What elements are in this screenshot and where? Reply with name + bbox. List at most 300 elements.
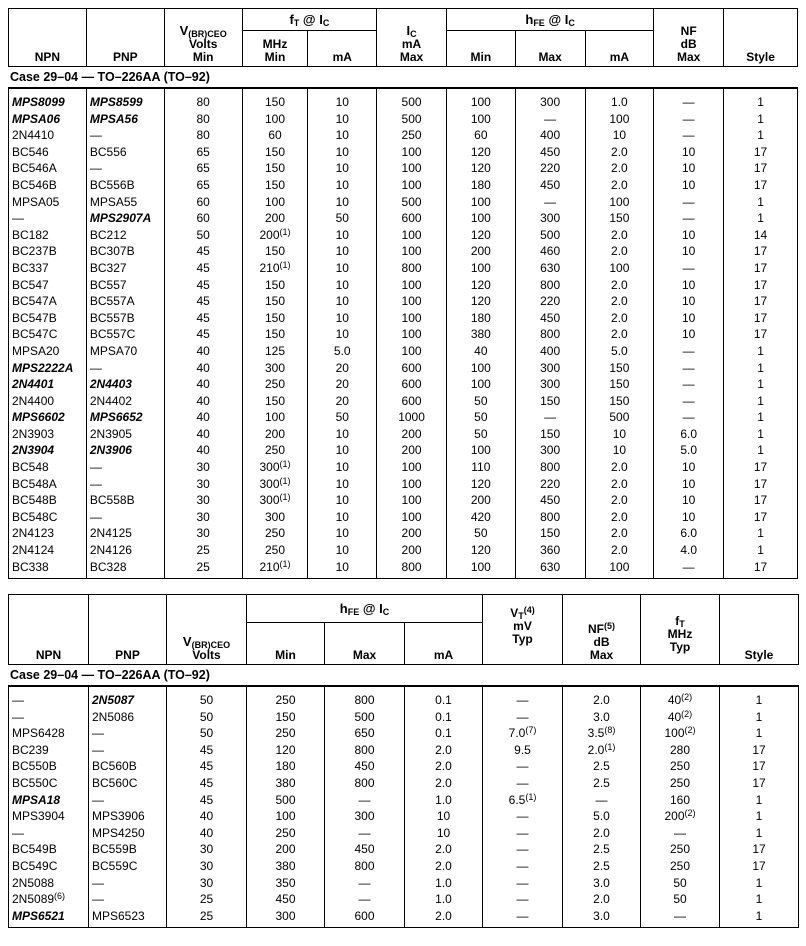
ft-ma-value: 10 [308,260,377,277]
npn-part: 2N4124 [9,542,87,559]
ft-value: 300 [242,509,308,526]
ft-ma-value: 20 [308,376,377,393]
table-row [9,808,799,825]
header-hfe-max: Max [325,623,405,665]
ft-value: 210$^{(1)}$ [242,559,308,579]
hfe-max-value: 150 [515,393,585,410]
ic-value: 100 [377,326,447,343]
style-value: 1 [724,210,798,227]
ft-value: 250 [641,758,720,775]
hfe-ma-value: 2.0 [585,542,654,559]
nf-value: — [654,88,724,111]
hfe-max-value: 150 [515,426,585,443]
style-value: 1 [724,88,798,111]
ft-ma-value: 10 [308,310,377,327]
npn-part: BC550C [9,775,89,792]
ic-value: 500 [377,111,447,128]
nf-value: 10 [654,277,724,294]
nf-value: — [654,111,724,128]
vbrceo-value: 60 [164,210,242,227]
header-pnp: PNP [89,595,167,665]
hfe-max-value: 650 [325,725,405,742]
hfe-max-value: — [325,875,405,892]
style-value: 1 [724,194,798,211]
table-row [9,442,798,459]
hfe-ma-value: 2.0 [585,243,654,260]
vbrceo-value: 30 [164,525,242,542]
hfe-min-value: 60 [446,127,515,144]
table-row [9,459,798,476]
header-vt: $V_T^{(4)}$ mV Typ [483,595,563,665]
npn-part: BC338 [9,559,87,579]
npn-part: MPSA20 [9,343,87,360]
hfe-min-value: 250 [247,686,325,709]
hfe-ma-value: 10 [405,808,483,825]
pnp-part: — [86,160,164,177]
ft-value: 250 [242,442,308,459]
ft-value: 200$^{(1)}$ [242,227,308,244]
hfe-max-value: — [325,891,405,908]
npn-part: — [9,210,87,227]
ft-value: 250 [641,858,720,875]
ft-value: 250 [242,542,308,559]
style-value: 17 [724,310,798,327]
vbrceo-value: 40 [164,343,242,360]
nf-value: 3.0 [563,875,641,892]
npn-part: MPS6521 [9,908,89,928]
hfe-min-value: 250 [247,825,325,842]
npn-part: MPS6428 [9,725,89,742]
table-row [9,111,798,128]
hfe-ma-value: 2.0 [405,841,483,858]
style-value: 17 [724,293,798,310]
table-row [9,686,799,709]
hfe-ma-value: 10 [585,127,654,144]
nf-value: 10 [654,293,724,310]
hfe-ma-value: 2.0 [585,459,654,476]
hfe-min-value: 350 [247,875,325,892]
npn-part: BC337 [9,260,87,277]
npn-part: 2N4410 [9,127,87,144]
ft-value: 150 [242,277,308,294]
nf-value: 10 [654,160,724,177]
nf-value: — [654,210,724,227]
nf-value: 10 [654,476,724,493]
table-row [9,293,798,310]
style-value: 1 [720,808,799,825]
table-1-header [9,9,798,67]
hfe-ma-value: 100 [585,559,654,579]
npn-part: BC546B [9,177,87,194]
nf-value: 10 [654,243,724,260]
hfe-min-value: 50 [446,426,515,443]
ft-value: 100 [242,111,308,128]
hfe-max-value: 220 [515,160,585,177]
vt-value: — [483,875,563,892]
table-row [9,393,798,410]
hfe-ma-value: 1.0 [585,88,654,111]
hfe-max-value: 800 [515,326,585,343]
table-row [9,360,798,377]
style-value: 1 [724,360,798,377]
header-style: Style [720,595,799,665]
pnp-part: BC560C [89,775,167,792]
style-value: 1 [724,542,798,559]
ic-value: 100 [377,509,447,526]
style-value: 17 [724,509,798,526]
vbrceo-value: 40 [164,360,242,377]
transistor-table-2 [8,594,798,928]
ft-ma-value: 10 [308,88,377,111]
npn-part: — [9,686,89,709]
vbrceo-value: 40 [164,426,242,443]
nf-value: 10 [654,509,724,526]
vbrceo-value: 25 [167,891,247,908]
ft-value: 125 [242,343,308,360]
ic-value: 600 [377,393,447,410]
hfe-max-value: 500 [515,227,585,244]
ic-value: 100 [377,293,447,310]
hfe-ma-value: 1.0 [405,891,483,908]
hfe-max-value: 300 [515,210,585,227]
hfe-ma-value: 2.0 [585,277,654,294]
hfe-ma-value: 2.0 [405,775,483,792]
table-row [9,742,799,759]
pnp-part: — [89,742,167,759]
nf-value: 2.5 [563,775,641,792]
table-row [9,725,799,742]
vbrceo-value: 50 [167,686,247,709]
hfe-ma-value: 100 [585,194,654,211]
nf-value: 3.0 [563,709,641,726]
vbrceo-value: 30 [167,858,247,875]
npn-part: MPS3904 [9,808,89,825]
hfe-min-value: 200 [247,841,325,858]
npn-part: BC546A [9,160,87,177]
ft-value: 250 [641,775,720,792]
hfe-max-value: 460 [515,243,585,260]
nf-value: — [563,792,641,809]
ic-value: 100 [377,277,447,294]
pnp-part: 2N4125 [86,525,164,542]
vbrceo-value: 45 [164,310,242,327]
hfe-min-value: 120 [446,277,515,294]
vbrceo-value: 30 [164,492,242,509]
style-value: 17 [724,476,798,493]
hfe-ma-value: 100 [585,111,654,128]
header-ft-ma: mA [308,31,377,67]
hfe-ma-value: 150 [585,376,654,393]
nf-value: 3.5$^{(8)}$ [563,725,641,742]
pnp-part: BC327 [86,260,164,277]
style-value: 1 [720,875,799,892]
vbrceo-value: 30 [167,875,247,892]
vbrceo-value: 25 [167,908,247,928]
table-row [9,875,799,892]
nf-value: 2.0$^{(1)}$ [563,742,641,759]
style-value: 17 [724,160,798,177]
pnp-part: MPSA56 [86,111,164,128]
npn-part: 2N5088 [9,875,89,892]
ic-value: 100 [377,144,447,161]
hfe-max-value: 800 [325,742,405,759]
hfe-ma-value: 500 [585,409,654,426]
hfe-ma-value: 0.1 [405,709,483,726]
vbrceo-value: 30 [164,459,242,476]
npn-part: BC549C [9,858,89,875]
nf-value: — [654,194,724,211]
vt-value: — [483,758,563,775]
nf-value: 6.0 [654,525,724,542]
nf-value: 3.0 [563,908,641,928]
ft-ma-value: 10 [308,127,377,144]
ft-value: 300$^{(1)}$ [242,492,308,509]
nf-value: — [654,559,724,579]
hfe-min-value: 120 [446,476,515,493]
pnp-part: BC212 [86,227,164,244]
pnp-part: MPS4250 [89,825,167,842]
vt-value: — [483,908,563,928]
style-value: 1 [720,709,799,726]
vbrceo-value: 45 [167,758,247,775]
hfe-max-value: 450 [325,841,405,858]
ft-value: 40$^{(2)}$ [641,709,720,726]
hfe-min-value: 380 [247,775,325,792]
hfe-ma-value: 2.0 [585,326,654,343]
nf-value: 2.5 [563,858,641,875]
ft-value: — [641,825,720,842]
npn-part: BC547C [9,326,87,343]
header-npn: NPN [9,595,89,665]
vbrceo-value: 65 [164,160,242,177]
npn-part: MPS8099 [9,88,87,111]
ic-value: 100 [377,476,447,493]
hfe-min-value: 200 [446,492,515,509]
table-row [9,277,798,294]
ft-ma-value: 10 [308,293,377,310]
hfe-max-value: 300 [515,442,585,459]
pnp-part: — [89,891,167,908]
npn-part: BC547B [9,310,87,327]
ft-ma-value: 20 [308,360,377,377]
pnp-part: — [86,360,164,377]
ic-value: 500 [377,88,447,111]
pnp-part: — [89,725,167,742]
case-label-2: Case 29–04 — TO–226AA (TO–92) [10,668,210,682]
npn-part: 2N4400 [9,393,87,410]
vt-value: — [483,825,563,842]
vbrceo-value: 30 [164,476,242,493]
vbrceo-value: 80 [164,127,242,144]
header-hfe-min: Min [446,31,515,67]
hfe-ma-value: 10 [585,442,654,459]
style-value: 1 [724,409,798,426]
hfe-ma-value: 2.0 [405,742,483,759]
hfe-max-value: 300 [515,360,585,377]
hfe-max-value: 300 [515,88,585,111]
style-value: 1 [720,686,799,709]
table-row [9,525,798,542]
table-row [9,542,798,559]
style-value: 1 [720,792,799,809]
ft-value: — [641,908,720,928]
style-value: 1 [724,442,798,459]
hfe-ma-value: 2.0 [585,227,654,244]
vbrceo-value: 45 [167,742,247,759]
pnp-part: BC559C [89,858,167,875]
npn-part: BC548 [9,459,87,476]
table-row [9,127,798,144]
nf-value: — [654,409,724,426]
ft-value: 100 [242,409,308,426]
table-row [9,758,799,775]
npn-part: BC548A [9,476,87,493]
table-row [9,326,798,343]
nf-value: — [654,127,724,144]
vbrceo-value: 45 [164,260,242,277]
hfe-min-value: 100 [446,111,515,128]
npn-part: BC239 [9,742,89,759]
table-row [9,227,798,244]
vt-value: — [483,709,563,726]
hfe-max-value: 800 [325,686,405,709]
nf-value: 6.0 [654,426,724,443]
npn-part: — [9,825,89,842]
ft-ma-value: 10 [308,194,377,211]
pnp-part: — [89,792,167,809]
hfe-ma-value: 2.0 [585,492,654,509]
ft-ma-value: 10 [308,442,377,459]
pnp-part: — [89,875,167,892]
nf-value: 2.0 [563,686,641,709]
ft-value: 60 [242,127,308,144]
hfe-max-value: 220 [515,293,585,310]
hfe-min-value: 100 [446,210,515,227]
hfe-min-value: 120 [446,144,515,161]
vbrceo-value: 40 [164,376,242,393]
vbrceo-value: 45 [167,792,247,809]
header-hfe-max: Max [515,31,585,67]
ft-value: 200 [242,210,308,227]
table-row [9,160,798,177]
style-value: 17 [724,326,798,343]
vbrceo-value: 40 [167,825,247,842]
table-row [9,908,799,928]
header-hfe-ma: mA [585,31,654,67]
hfe-min-value: 100 [446,88,515,111]
vbrceo-value: 80 [164,111,242,128]
npn-part: BC547A [9,293,87,310]
pnp-part: — [86,476,164,493]
pnp-part: MPS2907A [86,210,164,227]
ic-value: 100 [377,492,447,509]
header-hfe-group: $h_{FE}$ @ $I_C$ [446,9,653,31]
vbrceo-value: 45 [164,277,242,294]
vbrceo-value: 60 [164,194,242,211]
hfe-min-value: 100 [446,260,515,277]
ic-value: 250 [377,127,447,144]
ic-value: 200 [377,442,447,459]
npn-part: MPSA06 [9,111,87,128]
hfe-max-value: 360 [515,542,585,559]
hfe-ma-value: 2.0 [405,858,483,875]
vbrceo-value: 25 [164,559,242,579]
style-value: 17 [724,459,798,476]
style-value: 17 [724,492,798,509]
nf-value: — [654,360,724,377]
nf-value: 10 [654,177,724,194]
transistor-table-1 [8,8,798,579]
npn-part: BC548B [9,492,87,509]
hfe-ma-value: 2.0 [585,525,654,542]
pnp-part: — [86,459,164,476]
pnp-part: 2N3905 [86,426,164,443]
style-value: 14 [724,227,798,244]
npn-part: BC547 [9,277,87,294]
table-row [9,891,799,908]
ft-ma-value: 10 [308,525,377,542]
ft-value: 200 [242,426,308,443]
nf-value: 4.0 [654,542,724,559]
ft-value: 100 [242,194,308,211]
hfe-min-value: 200 [446,243,515,260]
hfe-ma-value: 2.0 [585,293,654,310]
style-value: 17 [720,841,799,858]
ic-value: 600 [377,376,447,393]
style-value: 17 [724,277,798,294]
hfe-ma-value: 2.0 [405,758,483,775]
ft-value: 250 [242,376,308,393]
ft-value: 300$^{(1)}$ [242,459,308,476]
hfe-min-value: 380 [446,326,515,343]
pnp-part: 2N5086 [89,709,167,726]
ft-ma-value: 10 [308,277,377,294]
style-value: 1 [720,908,799,928]
ft-ma-value: 50 [308,409,377,426]
hfe-max-value: 600 [325,908,405,928]
header-hfe-ma: mA [405,623,483,665]
style-value: 17 [724,559,798,579]
ft-ma-value: 10 [308,111,377,128]
ft-value: 50 [641,891,720,908]
table-row [9,177,798,194]
style-value: 1 [720,825,799,842]
vbrceo-value: 45 [164,243,242,260]
hfe-max-value: 500 [325,709,405,726]
npn-part: MPSA05 [9,194,87,211]
hfe-min-value: 250 [247,725,325,742]
hfe-min-value: 420 [446,509,515,526]
ic-value: 100 [377,160,447,177]
vbrceo-value: 30 [164,509,242,526]
hfe-ma-value: 2.0 [405,908,483,928]
table-row [9,343,798,360]
hfe-max-value: 800 [325,775,405,792]
ft-value: 150 [242,160,308,177]
ft-value: 300$^{(1)}$ [242,476,308,493]
hfe-ma-value: 1.0 [405,875,483,892]
pnp-part: 2N4402 [86,393,164,410]
vbrceo-value: 40 [167,808,247,825]
ft-value: 200$^{(2)}$ [641,808,720,825]
hfe-ma-value: 2.0 [585,144,654,161]
table-row [9,260,798,277]
nf-value: — [654,343,724,360]
ft-ma-value: 10 [308,492,377,509]
ft-value: 150 [242,88,308,111]
table-row [9,492,798,509]
hfe-min-value: 110 [446,459,515,476]
